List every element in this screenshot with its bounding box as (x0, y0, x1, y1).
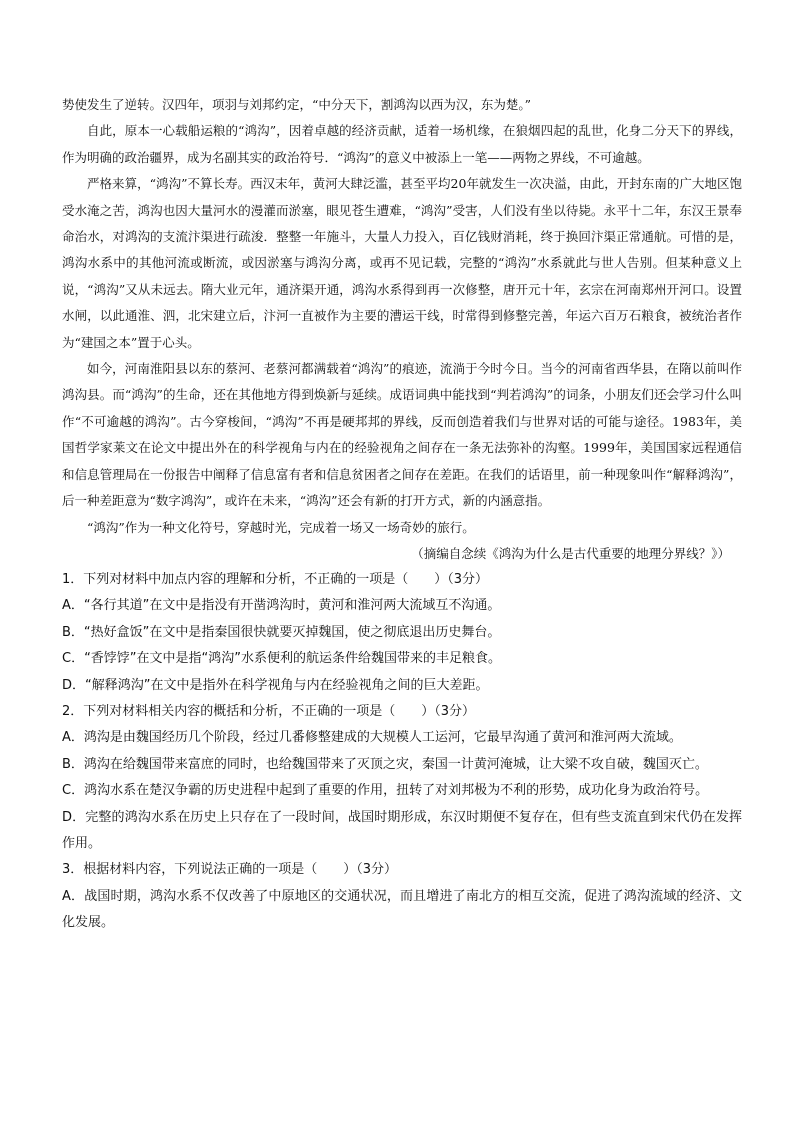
question-option: A．战国时期，鸿沟水系不仅改善了中原地区的交通状况，而且增进了南北方的相互交流，促进了鸿沟流域的经济、文化发展。 (62, 888, 742, 931)
document-page (62, 92, 742, 937)
question-option: A．鸿沟是由魏国经历几个阶段，经过几番修整建成的大规模人工运河，它最早沟通了黄河和淮河两大流域。 (62, 730, 682, 746)
question-stem: 1．下列对材料中加点内容的理解和分析，不正确的一项是（ ）（3分） (62, 571, 489, 587)
question-option: B．鸿沟在给魏国带来富庶的同时，也给魏国带来了灭顶之灾，秦国一计黄河淹城，让大梁不攻自破，魏国灭亡。 (62, 756, 708, 772)
question-2 (62, 699, 742, 857)
question-option: C．“香饽饽”在文中是指“鸿沟”水系便利的航运条件给魏国带来的丰足粮食。 (62, 651, 502, 667)
question-stem: 3．根据材料内容，下列说法正确的一项是（ ）（3分） (62, 862, 398, 878)
passage-paragraph: 自此，原本一心载船运粮的“鸿沟”，因着卓越的经济贡献，适着一场机缘，在狼烟四起的乱世，化身二分天下的界线，作为明确的政治疆界，成为名副其实的政治符号．“鸿沟”的意义中被添上一笔——两物之界线，不可逾越。 (62, 123, 742, 165)
question-stem: 2．下列对材料相关内容的概括和分析，不正确的一项是（ ）（3分） (62, 703, 476, 719)
passage-paragraph: 如今，河南淮阳县以东的蔡河、老蔡河都满载着“鸿沟”的痕迹，流淌于今时今日。当今的河南省西华县，在隋以前叫作鸿沟县。而“鸿沟”的生命，还在其他地方得到焕新与延续。成语词典中能找到“判若鸿沟”的词条，小朋友们还会学习什么叫作“不可逾越的鸿沟”。古今穿梭间，“鸿沟”不再是硬邦邦的界线，反而创造着我们与世界对话的可能与途径。1983年，美国哲学家莱文在论文中提出外在的科学视角与内在的经验视角之间存在一条无法弥补的沟壑。1999年，美国国家远程通信和信息管理局在一份报告中阐释了信息富有者和信息贫困者之间存在差距。在我们的话语里，前一种现象叫作“解释鸿沟”，后一种差距意为“数字鸿沟”，或许在未来，“鸿沟”还会有新的打开方式，新的内涵意指。 (62, 361, 742, 509)
passage-source: （摘编自念续《鸿沟为什么是古代重要的地理分界线？》） (411, 545, 730, 561)
question-option: C．鸿沟水系在楚汉争霸的历史进程中起到了重要的作用，扭转了对刘邦极为不利的形势，成功化身为政治符号。 (62, 783, 709, 799)
question-option: B．“热好盒饭”在文中是指秦国很快就要灭掉魏国，使之彻底退出历史舞台。 (62, 624, 501, 640)
question-3 (62, 857, 742, 936)
passage-paragraph: 势使发生了逆转。汉四年，项羽与刘邦约定，“中分天下，割鸿沟以西为汉，东为楚。” (62, 97, 532, 112)
passage-paragraph: 严格来算，“鸿沟”不算长寿。西汉末年，黄河大肆泛滥，甚至平均20年就发生一次决溢，由此，开封东南的广大地区饱受水淹之苦，鸿沟也因大量河水的漫灌而淤塞，眼见苍生遭难，“鸿沟”受害，人们没有坐以待毙。永平十二年，东汉王景奉命治水，对鸿沟的支流汴渠进行疏浚．整整一年施斗，大量人力投入，百亿钱财消耗，终于换回汴渠正常通航。可惜的是，鸿沟水系中的其他河流或断流，或因淤塞与鸿沟分离，或再不见记载，完整的“鸿沟”水系就此与世人告别。但某种意义上说，“鸿沟”又从未远去。隋大业元年，通济渠开通，鸿沟水系得到再一次修整，唐开元十年，玄宗在河南郑州开河口。设置水闸，以此通淮、泗，北宋建立后，汴河一直被作为主要的漕运干线，时常得到修整完善，年运六百万石粮食，被统治者作为“建国之本”置于心头。 (62, 176, 742, 350)
passage-paragraph: “鸿沟”作为一种文化符号，穿越时光，完成着一场又一场奇妙的旅行。 (87, 519, 475, 535)
question-option: D．完整的鸿沟水系在历史上只存在了一段时间，战国时期形成，东汉时期便不复存在，但有些支流直到宋代仍在发挥作用。 (62, 809, 742, 851)
question-1 (62, 567, 742, 699)
question-option: D．“解释鸿沟”在文中是指外在科学视角与内在经验视角之间的巨大差距。 (62, 677, 489, 693)
question-option: A．“各行其道”在文中是指没有开凿鸿沟时，黄河和淮河两大流域互不沟通。 (62, 598, 501, 614)
